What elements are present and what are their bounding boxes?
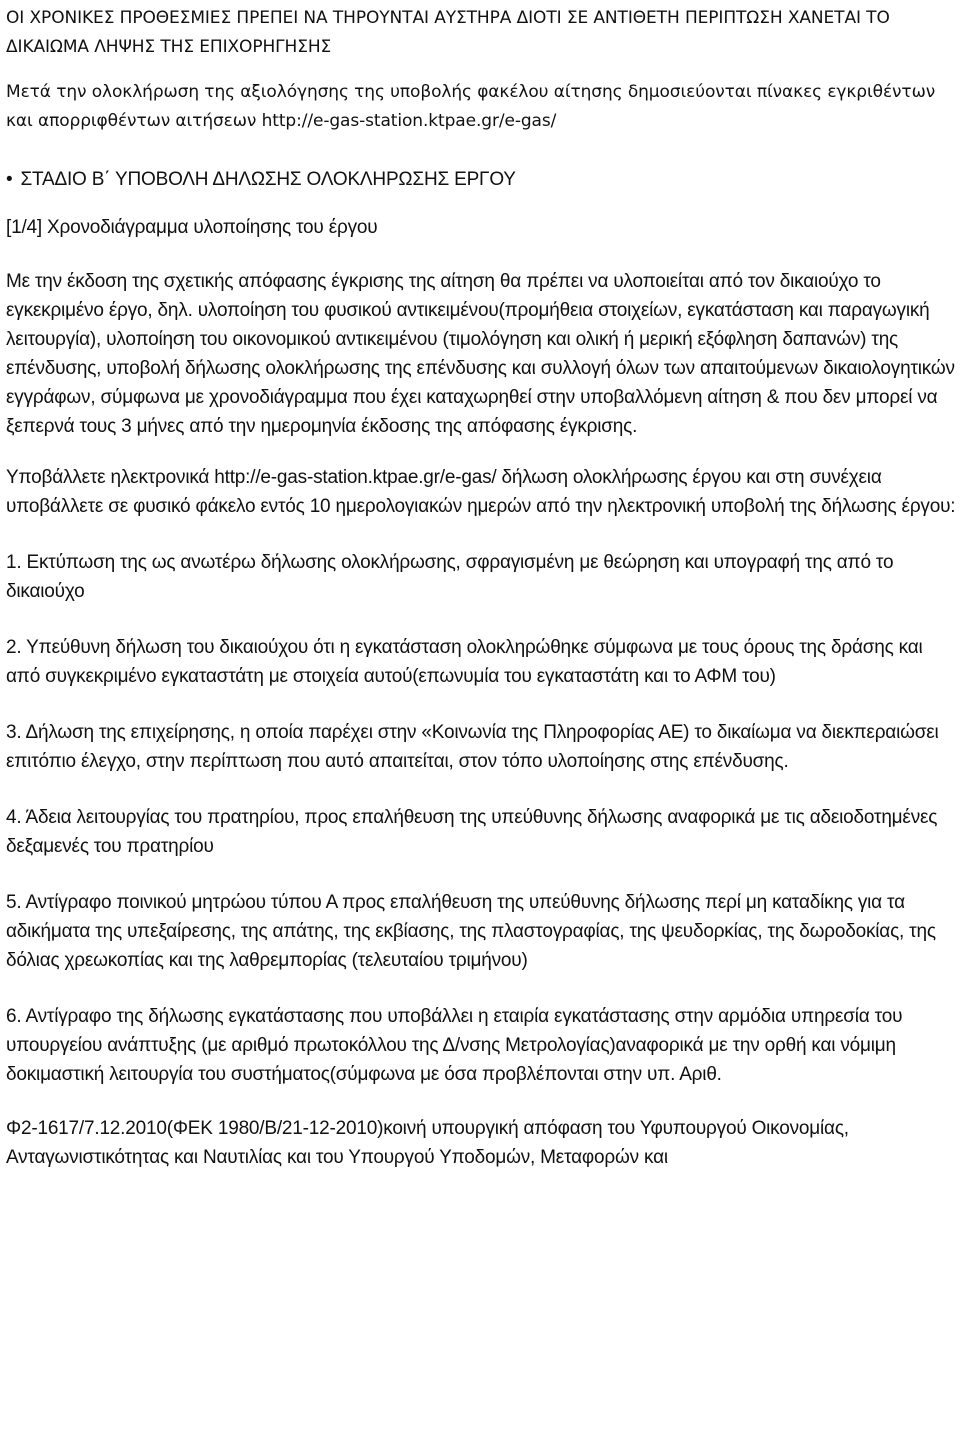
list-item: 3. Δήλωση της επιχείρησης, η οποία παρέχει στην «Κοινωνία της Πληροφορίας ΑΕ) το δικαίωμα να διεκπεραιώσει επιτόπιο έλεγχο, στην περίπτωση που αυτό απαιτείται, στον τόπο υλοποίησης στης επένδυσης.: [6, 722, 939, 772]
document-page: [6, 0, 956, 1172]
bullet-icon: •: [6, 169, 13, 190]
list-item: 4. Άδεια λειτουργίας του πρατηρίου, προς επαλήθευση της υπεύθυνης δήλωσης αναφορικά με τις αδειοδοτημένες δεξαμενές του πρατηρίου: [6, 807, 938, 857]
deadline-warning: ΟΙ ΧΡΟΝΙΚΕΣ ΠΡΟΘΕΣΜΙΕΣ ΠΡΕΠΕΙ ΝΑ ΤΗΡΟΥΝΤΑΙ ΑΥΣΤΗΡΑ ΔΙΟΤΙ ΣΕ ΑΝΤΙΘΕΤΗ ΠΕΡΙΠΤΩΣΗ ΧΑΝΕΤΑΙ ΤΟ ΔΙΚΑΙΩΜΑ ΛΗΨΗΣ ΤΗΣ ΕΠΙΧΟΡΗΓΗΣΗΣ: [6, 8, 890, 57]
schedule-heading: [1/4] Χρονοδιάγραμμα υλοποίησης του έργου: [6, 217, 378, 238]
list-item: 6. Αντίγραφο της δήλωσης εγκατάστασης που υποβάλλει η εταιρία εγκατάστασης στην αρμόδια υπηρεσία του υπουργείου ανάπτυξης (με αριθμό πρωτοκόλλου της Δ/νσης Μετρολογίας)αναφορικά με την ορθή και νόμιμη δοκιμαστική λειτουργία του συστήματος(σύμφωνα με όσα προβλέπονται στην υπ. Αριθ.: [6, 1006, 903, 1085]
intro-paragraph: Με την έκδοση της σχετικής απόφασης έγκρισης της αίτηση θα πρέπει να υλοποιείται από τον δικαιούχο το εγκεκριμένο έργο, δηλ. υλοποίηση του φυσικού αντικειμένου(προμήθεια στοιχείων, εγκατάσταση και παραγωγική λειτουργία), υλοποίηση του οικονομικού αντικειμένου (τιμολόγηση και ολική ή μερική εξόφληση δαπανών) της επένδυσης, υποβολή δήλωσης ολοκλήρωσης της επένδυσης και συλλογή όλων των απαιτούμενων δικαιολογητικών εγγράφων, σύμφωνα με χρονοδιάγραμμα που έχει καταχωρηθεί στην υποβαλλόμενη αίτηση & που δεν μπορεί να ξεπερνά τους 3 μήνες από την ημερομηνία έκδοσης της απόφασης έγκρισης.: [6, 271, 955, 437]
publication-note: Μετά την ολοκλήρωση της αξιολόγησης της υποβολής φακέλου αίτησης δημοσιεύονται πίνακες εγκριθέντων και απορριφθέντων αιτήσεων http://e-gas-station.ktpae.gr/e-gas/: [6, 82, 936, 131]
list-item: 2. Υπεύθυνη δήλωση του δικαιούχου ότι η εγκατάσταση ολοκληρώθηκε σύμφωνα με τους όρους της δράσης και από συγκεκριμένο εγκαταστάτη με στοιχεία αυτού(επωνυμία του εγκαταστάτη και το ΑΦΜ του): [6, 637, 923, 687]
stage-heading-row: [6, 165, 956, 194]
list-item: 1. Εκτύπωση της ως ανωτέρω δήλωσης ολοκλήρωσης, σφραγισμένη με θεώρηση και υπογραφή της από το δικαιούχο: [6, 552, 894, 602]
list-item: 5. Αντίγραφο ποινικού μητρώου τύπου Α προς επαλήθευση της υπεύθυνης δήλωσης περί μη καταδίκης για τα αδικήματα της υπεξαίρεσης, της απάτης, της εκβίασης, της πλαστογραφίας, της ψευδορκίας, της δωροδοκίας, της δόλιας χρεωκοπίας και της λαθρεμπορίας (τελευταίου τριμήνου): [6, 892, 936, 971]
submission-paragraph: Υποβάλλετε ηλεκτρονικά http://e-gas-station.ktpae.gr/e-gas/ δήλωση ολοκλήρωσης έργου και στη συνέχεια υποβάλλετε σε φυσικό φάκελο εντός 10 ημερολογιακών ημερών από την ηλεκτρονική υποβολή της δήλωσης έργου:: [6, 467, 956, 517]
stage-heading: ΣΤΑΔΙΟ Β΄ ΥΠΟΒΟΛΗ ΔΗΛΩΣΗΣ ΟΛΟΚΛΗΡΩΣΗΣ ΕΡΓΟΥ: [20, 169, 516, 190]
reference-paragraph: Φ2-1617/7.12.2010(ΦΕΚ 1980/Β/21-12-2010)κοινή υπουργική απόφαση του Υφυπουργού Οικονομίας, Ανταγωνιστικότητας και Ναυτιλίας και του Υπουργού Υποδομών, Μεταφορών και: [6, 1118, 849, 1168]
